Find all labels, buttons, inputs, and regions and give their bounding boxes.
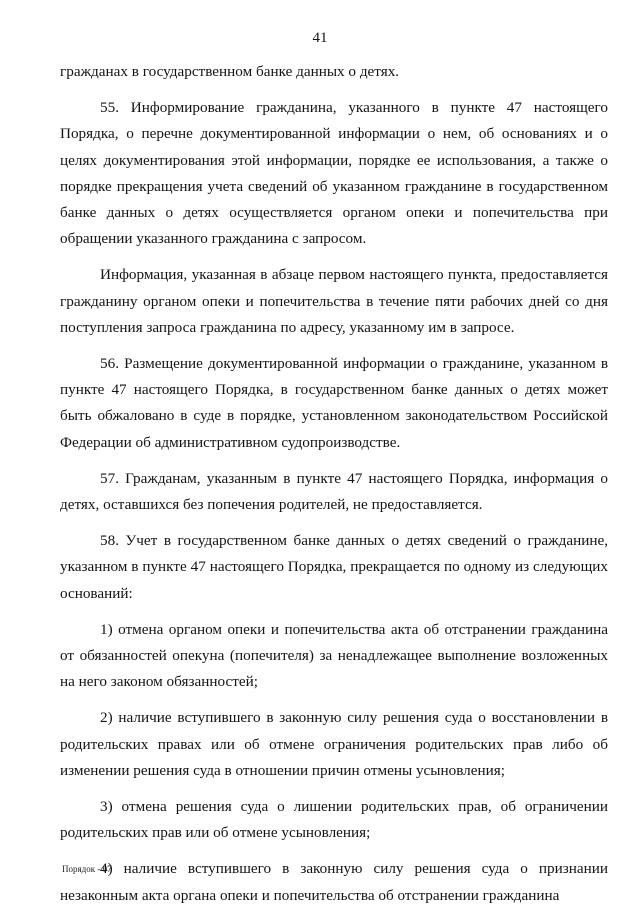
list-item-2: 2) наличие вступившего в законную силу решения суда о восстановлении в родительских правах или об отмене ограничения родительских прав либо об изменении решения суда в отношении причин отмены усыновления; [60, 709, 608, 779]
paragraph-continuation: гражданах в государственном банке данных о детях. [60, 63, 400, 80]
paragraph-55: 55. Информирование гражданина, указанного в пункте 47 настоящего Порядка, о перечне документированной информации о нем, об основаниях и о целях документирования этой информации, порядке ее использования, а также о порядке прекращения учета сведений об указанном гражданине в государственном банке данных о детях осуществляется органом опеки и попечительства при обращении указанного гражданина с запросом. [60, 99, 608, 248]
list-item-4: 4) наличие вступившего в законную силу решения суда о признании незаконным акта органа опеки и попечительства об отстранении гражданина [60, 860, 608, 904]
paragraph-56: 56. Размещение документированной информации о гражданине, указанном в пункте 47 настоящего Порядка, в государственном банке данных о детях может быть обжаловано в суде в порядке, установленном законодательством Российской Федерации об административном судопроизводстве. [60, 355, 608, 451]
page-number: 41 [312, 30, 328, 46]
document-body [60, 59, 608, 909]
paragraph-57: 57. Гражданам, указанным в пункте 47 настоящего Порядка, информация о детях, оставшихся без попечения родителей, не предоставляется. [60, 469, 608, 514]
paragraph-58: 58. Учет в государственном банке данных о детях сведений о гражданине, указанном в пункте 47 настоящего Порядка, прекращается по одному из следующих оснований: [60, 532, 608, 602]
paragraph-55-information: Информация, указанная в абзаце первом настоящего пункта, предоставляется гражданину органом опеки и попечительства в течение пяти рабочих дней со дня поступления запроса гражданина по адресу, указанному им в запросе. [60, 266, 608, 336]
footer-label: Порядок - 07 [62, 864, 112, 874]
list-item-3: 3) отмена решения суда о лишении родительских прав, об ограничении родительских прав или об отмене усыновления; [60, 798, 608, 842]
list-item-1: 1) отмена органом опеки и попечительства акта об отстранении гражданина от обязанностей опекуна (попечителя) за ненадлежащее выполнение возложенных на него законом обязанностей; [60, 620, 608, 691]
